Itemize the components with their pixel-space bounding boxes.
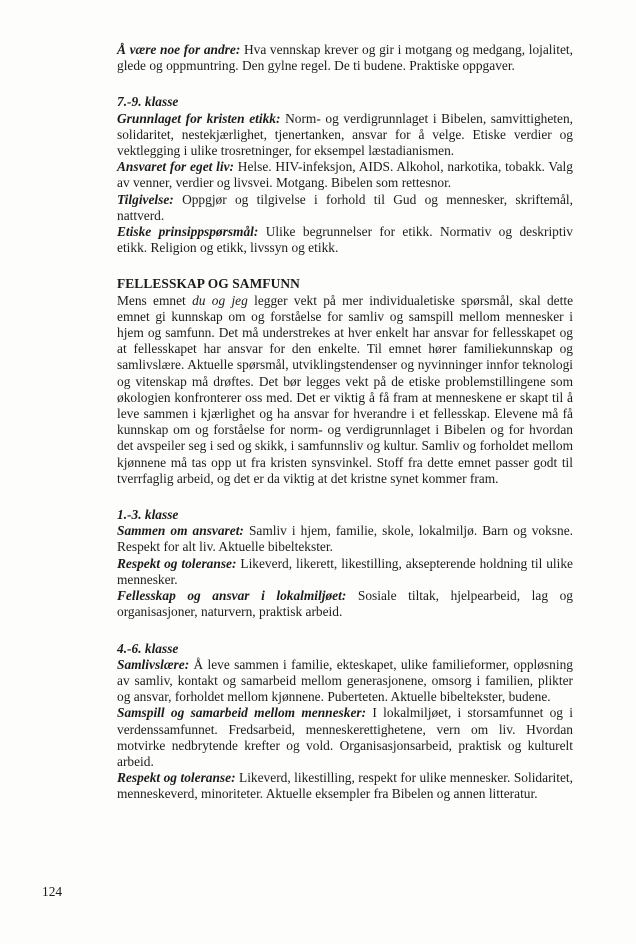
section-heading: FELLESSKAP OG SAMFUNN — [117, 276, 300, 292]
intro-paragraph — [117, 42, 573, 74]
g46-item-3 — [117, 770, 573, 802]
g46-item-1-text: Å leve sammen i familie, ekteskapet, ulike familieformer, oppløsning av samliv, kontakt og samarbeid mellom generasjonene, omsorg i familien, plikter og ansvar, forholdet mellom kjønnene. Puberteten. Aktuelle bibeltekster, budene. — [117, 656, 573, 705]
g13-item-1-title: Sammen om ansvaret: — [117, 523, 244, 539]
page-content — [117, 42, 573, 803]
g13-item-1 — [117, 523, 573, 555]
g13-item-2-text: Likeverd, likerett, likestilling, aksepterende holdning til ulike mennesker. — [117, 555, 573, 587]
g13-item-2 — [117, 556, 573, 588]
intro-title: Å være noe for andre: — [117, 42, 241, 57]
grade-7-9-heading: 7.-9. klasse — [117, 94, 179, 110]
g13-item-2-title: Respekt og toleranse: — [117, 555, 237, 571]
g13-item-3-text: Sosiale tiltak, hjelpearbeid, lag og organisasjoner, naturvern, praktisk arbeid. — [117, 588, 573, 620]
g46-item-2-title: Samspill og samarbeid mellom mennesker: — [117, 705, 367, 721]
g79-item-2-text: Helse. HIV-infeksjon, AIDS. Alkohol, narkotika, tobakk. Valg av venner, verdier og livsvei. Motgang. Bibelen som rettesnor. — [117, 159, 573, 191]
g46-item-2 — [117, 705, 573, 770]
g46-item-1-title: Samlivslære: — [117, 656, 190, 672]
g46-item-3-text: Likeverd, likestilling, respekt for ulike mennesker. Solidaritet, menneskeverd, minoriteter. Aktuelle eksempler fra Bibelen og annen litteratur. — [117, 770, 573, 802]
grade-1-3-heading: 1.-3. klasse — [117, 507, 179, 523]
g79-item-3-text: Oppgjør og tilgivelse i forhold til Gud og mennesker, skriftemål, nattverd. — [117, 191, 573, 223]
g46-item-2-text: I lokalmiljøet, i storsamfunnet og i verdenssamfunnet. Fredsarbeid, menneskerettighetene, vern om liv. Hvordan motvirke nedbrytende krefter og vold. Organisasjonsarbeid, praktisk og kulturelt arbeid. — [117, 705, 573, 769]
g79-item-2-title: Ansvaret for eget liv: — [117, 159, 234, 175]
g13-item-3-title: Fellesskap og ansvar i lokalmiljøet: — [117, 588, 347, 604]
g79-item-4 — [117, 224, 573, 256]
g79-item-1 — [117, 111, 573, 160]
g79-item-1-text: Norm- og verdigrunnlaget i Bibelen, samvittigheten, solidaritet, nestekjærlighet, tjenertanken, ansvar for å velge. Etiske verdier og vektlegging i ulike trosretninger, for eksempel læstadianismen. — [117, 110, 573, 159]
g13-item-1-text: Samliv i hjem, familie, skole, lokalmiljø. Barn og voksne. Respekt for alt liv. Aktuelle bibeltekster. — [117, 523, 573, 555]
g79-item-1-title: Grunnlaget for kristen etikk: — [117, 110, 281, 126]
page-number: 124 — [42, 884, 63, 899]
intro-text: Hva vennskap krever og gir i motgang og medgang, lojalitet, glede og oppmuntring. Den gylne regel. De ti budene. Praktiske oppgaver. — [117, 42, 573, 74]
section-body-part-2: legger vekt på mer individualetiske spørsmål, skal dette emnet gi kunnskap om og forståelse for samliv og samspill mellom mennesker i hjem og samfunn. Det må understrekes at hver enkelt har ansvar for fellesskapet og at fellesskapet har ansvar for den enkelte. Til emnet hører familiekunnskap og samlivslære. Aktuelle spørsmål, utviklingstendenser og nyvinninger innfor teknologi og vitenskap må drøftes. Det bør legges vekt på de etiske problemstillingene som økologien konfronterer oss med. Det er viktig å få fram at menneskene er skapt til å leve sammen i kjærlighet og ha ansvar for hverandre i et fellesskap. Elevene må få kunnskap om og forståelse for norm- og verdigrunnlaget i Bibelen og for hvordan det avspeiler seg i sed og skikk, i samfunnsliv og kultur. Samliv og forholdet mellom kjønnene må tas opp ut fra kristen synsvinkel. Stoff fra dette emnet passer godt til tverrfaglig arbeid, og det er da viktig at det kristne synet kommer fram. — [117, 292, 574, 486]
g79-item-4-title: Etiske prinsippspørsmål: — [117, 224, 259, 240]
grade-4-6-heading: 4.-6. klasse — [117, 640, 179, 656]
g46-item-3-title: Respekt og toleranse: — [117, 770, 236, 786]
g79-item-4-text: Ulike begrunnelser for etikk. Normativ og deskriptiv etikk. Religion og etikk, livssyn og etikk. — [117, 224, 573, 256]
g79-item-3-title: Tilgivelse: — [117, 191, 174, 207]
section-body-italic: du og jeg — [192, 292, 248, 308]
section-body — [117, 293, 573, 487]
section-body-part-1: Mens emnet — [117, 292, 193, 308]
g13-item-3 — [117, 588, 573, 620]
g79-item-3 — [117, 192, 573, 224]
g79-item-2 — [117, 159, 573, 191]
g46-item-1 — [117, 657, 573, 706]
